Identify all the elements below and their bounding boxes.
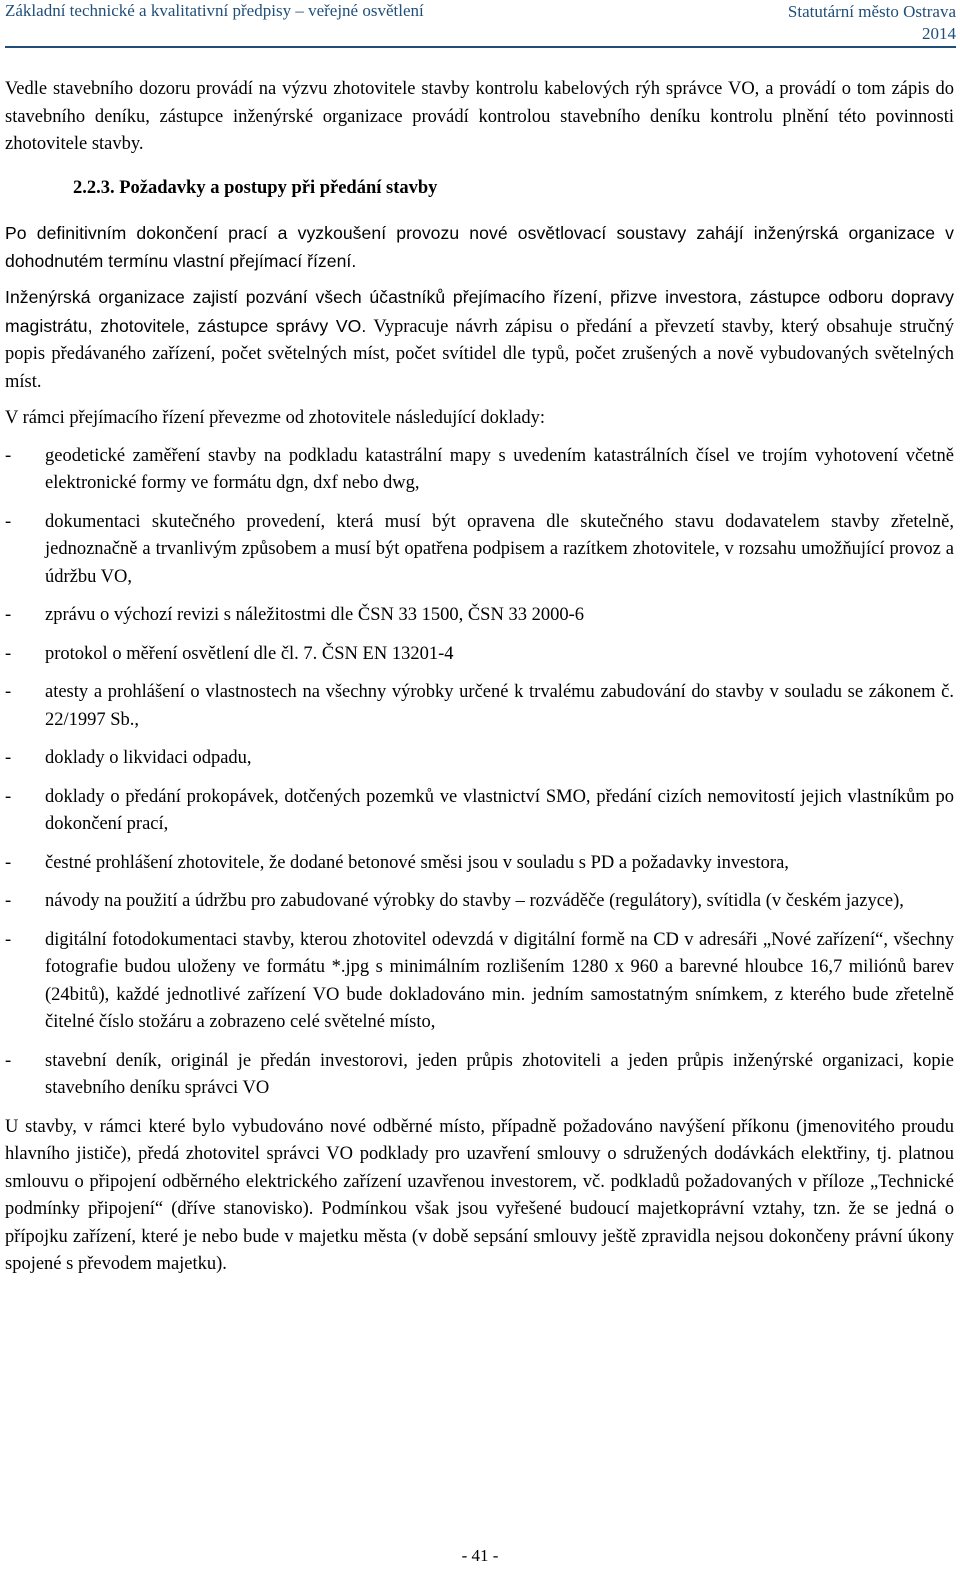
invitation-sentence: Inženýrská organizace zajistí pozvání všech účastníků přejímacího řízení, přizve investora, zástupce odboru dopravy magistrátu, zhotovitele, zástupce správy VO. bbox=[5, 287, 954, 336]
list-item bbox=[5, 784, 954, 839]
header-title: Základní technické a kvalitativní předpisy – veřejné osvětlení bbox=[5, 1, 424, 20]
paragraph-invitation bbox=[5, 284, 954, 396]
list-item bbox=[5, 602, 954, 630]
list-item bbox=[5, 927, 954, 1037]
list-item-text: digitální fotodokumentaci stavby, kterou zhotovitel odevzdá v digitální formě na CD v adresáři „Nové zařízení“, všechny fotografie budou uloženy ve formátu *.jpg s minimálním rozlišením 1280 x 960 a barevné hloubce 16,7 miliónů barev (24bitů), každé jednotlivé zařízení VO bude dokladováno min. jedním samostatným snímkem, z kterého bude zřetelně čitelné číslo stožáru a zobrazeno celé světelné místo, bbox=[45, 929, 954, 1032]
list-item-text: doklady o likvidaci odpadu, bbox=[45, 748, 252, 768]
protocol-sentence: Vypracuje návrh zápisu o předání a převzetí stavby, který obsahuje stručný popis předávaného zařízení, počet světelných míst, počet svítidel dle typů, počet zrušených a nově vybudovaných světelných míst. bbox=[5, 316, 955, 392]
list-dash: - bbox=[5, 786, 12, 807]
list-item bbox=[5, 745, 954, 773]
list-dash: - bbox=[5, 748, 12, 768]
list-dash: - bbox=[5, 852, 12, 873]
document-body bbox=[5, 76, 954, 1279]
paragraph-final-completion: Po definitivním dokončení prací a vyzkoušení provozu nové osvětlovací soustavy zahájí inženýrská organizace v dohodnutém termínu vlastní přejímací řízení. bbox=[5, 223, 954, 271]
list-dash: - bbox=[5, 929, 12, 950]
page-header bbox=[5, 0, 956, 48]
list-item bbox=[5, 888, 954, 916]
list-dash: - bbox=[5, 511, 12, 532]
list-item-text: stavební deník, originál je předán investorovi, jeden průpis zhotoviteli a jeden průpis inženýrské organizaci, kopie stavebního deníku správci VO bbox=[45, 1050, 954, 1098]
list-dash: - bbox=[5, 1050, 12, 1071]
list-item bbox=[5, 641, 954, 669]
list-dash: - bbox=[5, 682, 12, 702]
list-item bbox=[5, 1048, 954, 1103]
intro-paragraph: Vedle stavebního dozoru provádí na výzvu zhotovitele stavby kontrolu kabelových rýh správce VO, a provádí o tom zápis do stavebního deníku, zástupce inženýrské organizace provádí kontrolou stavebního deníku kontrolu plnění této povinnosti zhotovitele stavby. bbox=[5, 79, 954, 154]
documents-list bbox=[5, 443, 954, 1103]
list-dash: - bbox=[5, 605, 12, 625]
list-item bbox=[5, 443, 954, 498]
list-item bbox=[5, 509, 954, 592]
header-city: Statutární město Ostrava bbox=[787, 2, 956, 21]
list-item-text: zprávu o výchozí revizi s náležitostmi dle ČSN 33 1500, ČSN 33 2000-6 bbox=[45, 605, 584, 625]
paragraph-supply-contract: U stavby, v rámci které bylo vybudováno nové odběrné místo, případně požadováno navýšení příkonu (jmenovitého proudu hlavního jističe), předá zhotovitel správci VO podklady pro uzavření smlouvy o sdružených dodávkách elektřiny, tj. platnou smlouvu o připojení odběrného elektrického zařízení uzavřenou investorem, vč. podkladů požadovaných v příloze „Technické podmínky připojení“ (dříve stanovisko). Podmínkou však jsou vyřešené budoucí majetkoprávní vztahy, tzn. že se jedná o přípojku zařízení, které je nebo bude v majetku města (v době sepsání smlouvy ještě zpravidla nejsou dokončeny právní úkony spojené s převodem majetku). bbox=[5, 1116, 954, 1274]
list-item-text: čestné prohlášení zhotovitele, že dodané betonové směsi jsou v souladu s PD a požadavky investora, bbox=[45, 852, 789, 873]
list-item-text: protokol o měření osvětlení dle čl. 7. ČSN EN 13201-4 bbox=[45, 643, 454, 664]
list-item-text: návody na použití a údržbu pro zabudované výrobky do stavby – rozváděče (regulátory), svítidla (v českém jazyce), bbox=[45, 891, 904, 911]
list-dash: - bbox=[5, 445, 12, 466]
list-item-text: dokumentaci skutečného provedení, která musí být opravena dle skutečného stavu dodavatelem stavby zřetelně, jednoznačně a trvanlivým způsobem a musí být opatřena podpisem a razítkem zhotovitele, v rozsahu umožňující provoz a údržbu VO, bbox=[45, 511, 954, 587]
header-year: 2014 bbox=[922, 24, 956, 43]
list-dash: - bbox=[5, 643, 12, 664]
list-item bbox=[5, 850, 954, 878]
section-heading: 2.2.3. Požadavky a postupy při předání stavby bbox=[73, 177, 438, 198]
list-dash: - bbox=[5, 891, 12, 911]
list-item-text: doklady o předání prokopávek, dotčených pozemků ve vlastnictví SMO, předání cizích nemovitostí jejich vlastníkům po dokončení prací, bbox=[45, 786, 954, 834]
page-number: - 41 - bbox=[461, 1546, 499, 1565]
list-item-text: atesty a prohlášení o vlastnostech na všechny výrobky určené k trvalému zabudování do stavby v souladu se zákonem č. 22/1997 Sb., bbox=[45, 682, 954, 730]
paragraph-documents-intro: V rámci přejímacího řízení převezme od zhotovitele následující doklady: bbox=[5, 408, 546, 428]
list-item bbox=[5, 679, 954, 734]
header-organization bbox=[788, 1, 956, 45]
list-item-text: geodetické zaměření stavby na podkladu katastrální mapy s uvedením katastrálních čísel ve trojím vyhotovení včetně elektronické formy ve formátu dgn, dxf nebo dwg, bbox=[45, 445, 954, 493]
